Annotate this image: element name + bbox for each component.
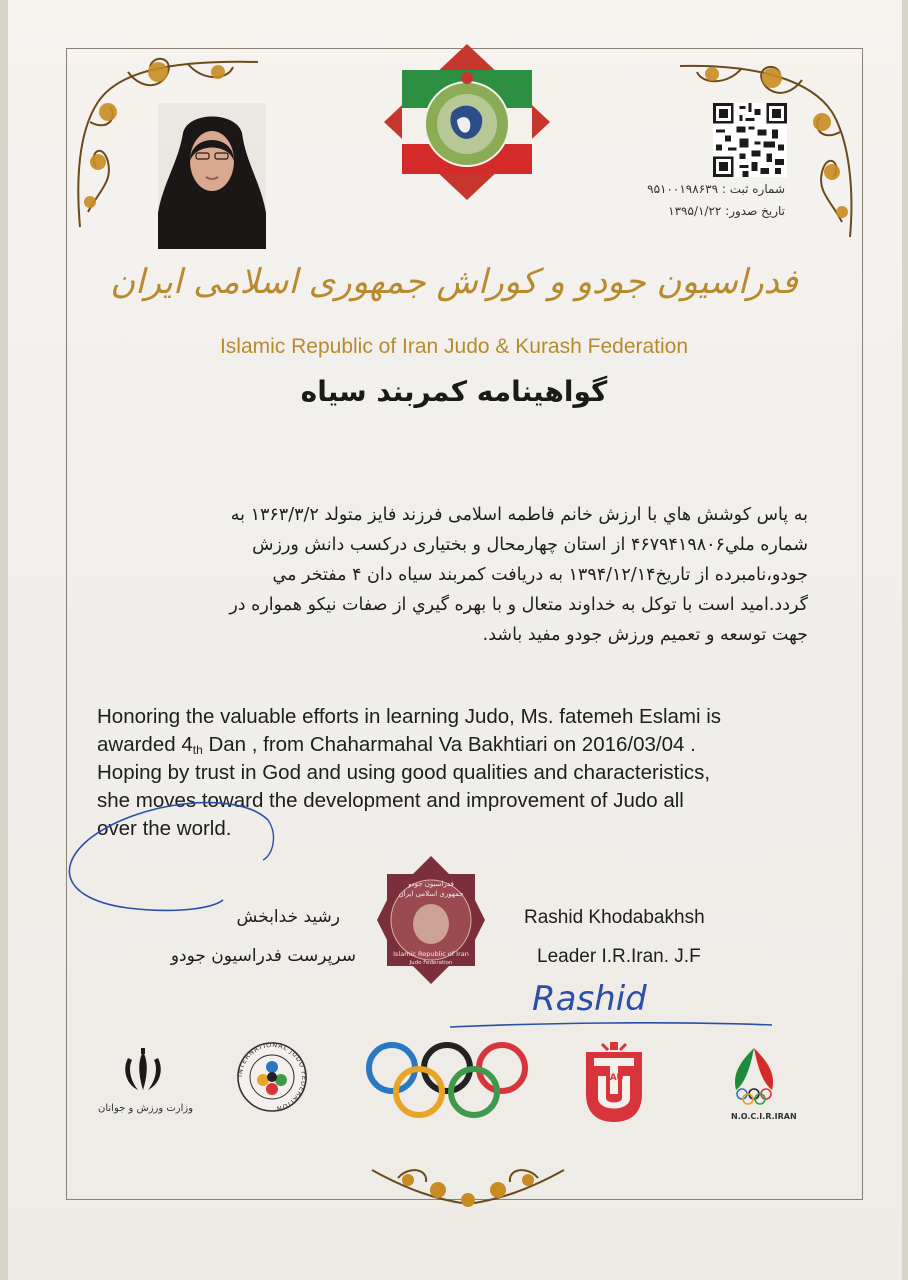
bottom-ornament	[368, 1160, 568, 1212]
english-body-line: she moves toward the development and improvement of Judo all	[97, 789, 684, 812]
signatory-role-english: Leader I.R.Iran. J.F	[537, 946, 701, 967]
seal-text-persian-2: جمهوری اسلامی ایران	[398, 890, 464, 898]
english-body-line: Hoping by trust in God and using good qualities and characteristics,	[97, 761, 711, 784]
ordinal-suffix: th	[192, 743, 203, 757]
award-text-end: Dan , from Chaharmahal Va Bakhtiari on 2016/03/04 .	[202, 733, 696, 756]
issue-date: تاریخ صدور: ۱۳۹۵/۱/۲۲	[668, 204, 785, 218]
ijf-ring-text: INTERNATIONAL JUDO FEDERATION	[236, 1040, 308, 1113]
noc-iran-logo	[726, 1044, 782, 1108]
signatory-name-english: Rashid Khodabakhsh	[524, 907, 705, 928]
seal-text-english-2: Judo Federation	[409, 960, 453, 966]
qr-code	[713, 103, 787, 177]
persian-body-line: گردد.امید است با توکل به خداوند متعال و با بهره گيري از صفات نیکو همواره در	[229, 595, 808, 615]
persian-body-line: جهت توسعه و تعمیم ورزش جودو مفید باشد.	[482, 625, 808, 645]
award-text-start: awarded 4	[97, 733, 193, 756]
english-body-line: over the world.	[97, 817, 232, 840]
federation-emblem	[372, 42, 562, 202]
tau-letters: TAU	[604, 1073, 624, 1083]
persian-body-line: شماره ملي۴۶۷۹۴۱۹۸۰۶ از استان چهارمحال و بختیاری درکسب دانش ورزش	[252, 535, 808, 555]
english-body-line: Honoring the valuable efforts in learning Judo, Ms. fatemeh Eslami is	[97, 705, 722, 728]
noc-caption: N.O.C.I.R.IRAN	[731, 1112, 797, 1121]
english-body-line	[97, 731, 837, 759]
recipient-photo	[158, 103, 266, 249]
federation-seal	[375, 854, 487, 986]
olympic-rings-logo	[364, 1040, 530, 1120]
seal-text-english-1: Islamic Republic of Iran	[393, 950, 469, 958]
federation-title-persian: فدراسیون جودو و کوراش جمهوری اسلامی ایران	[110, 262, 798, 302]
certificate-title: گواهینامه کمربند سیاه	[300, 375, 608, 408]
ministry-caption: وزارت ورزش و جوانان	[98, 1103, 194, 1114]
seal-text-persian-1: فدراسیون جودو	[408, 880, 454, 888]
federation-title-english: Islamic Republic of Iran Judo & Kurash Federation	[219, 335, 689, 358]
registration-number: شماره ثبت : ۹۵۱۰۰۱۹۸۶۳۹	[647, 182, 785, 196]
persian-body-line: به پاس کوشش هاي با ارزش خانم فاطمه اسلامی فرزند فایز متولد ۱۳۶۳/۳/۲ به	[230, 505, 808, 525]
signatory-name-persian: رشید خدابخش	[236, 907, 340, 927]
persian-body-line: جودو،نامبرده از تاریخ۱۳۹۴/۱۲/۱۴ به دریافت کمربند سیاه دان ۴ مفتخر مي	[272, 565, 808, 585]
iran-emblem-logo	[118, 1046, 168, 1096]
tau-logo	[580, 1040, 648, 1126]
persian-body-text	[96, 500, 808, 650]
signatory-role-persian: سرپرست فدراسیون جودو	[170, 946, 356, 966]
signature-text: Rashid	[532, 979, 647, 1019]
ijf-logo	[236, 1037, 308, 1119]
